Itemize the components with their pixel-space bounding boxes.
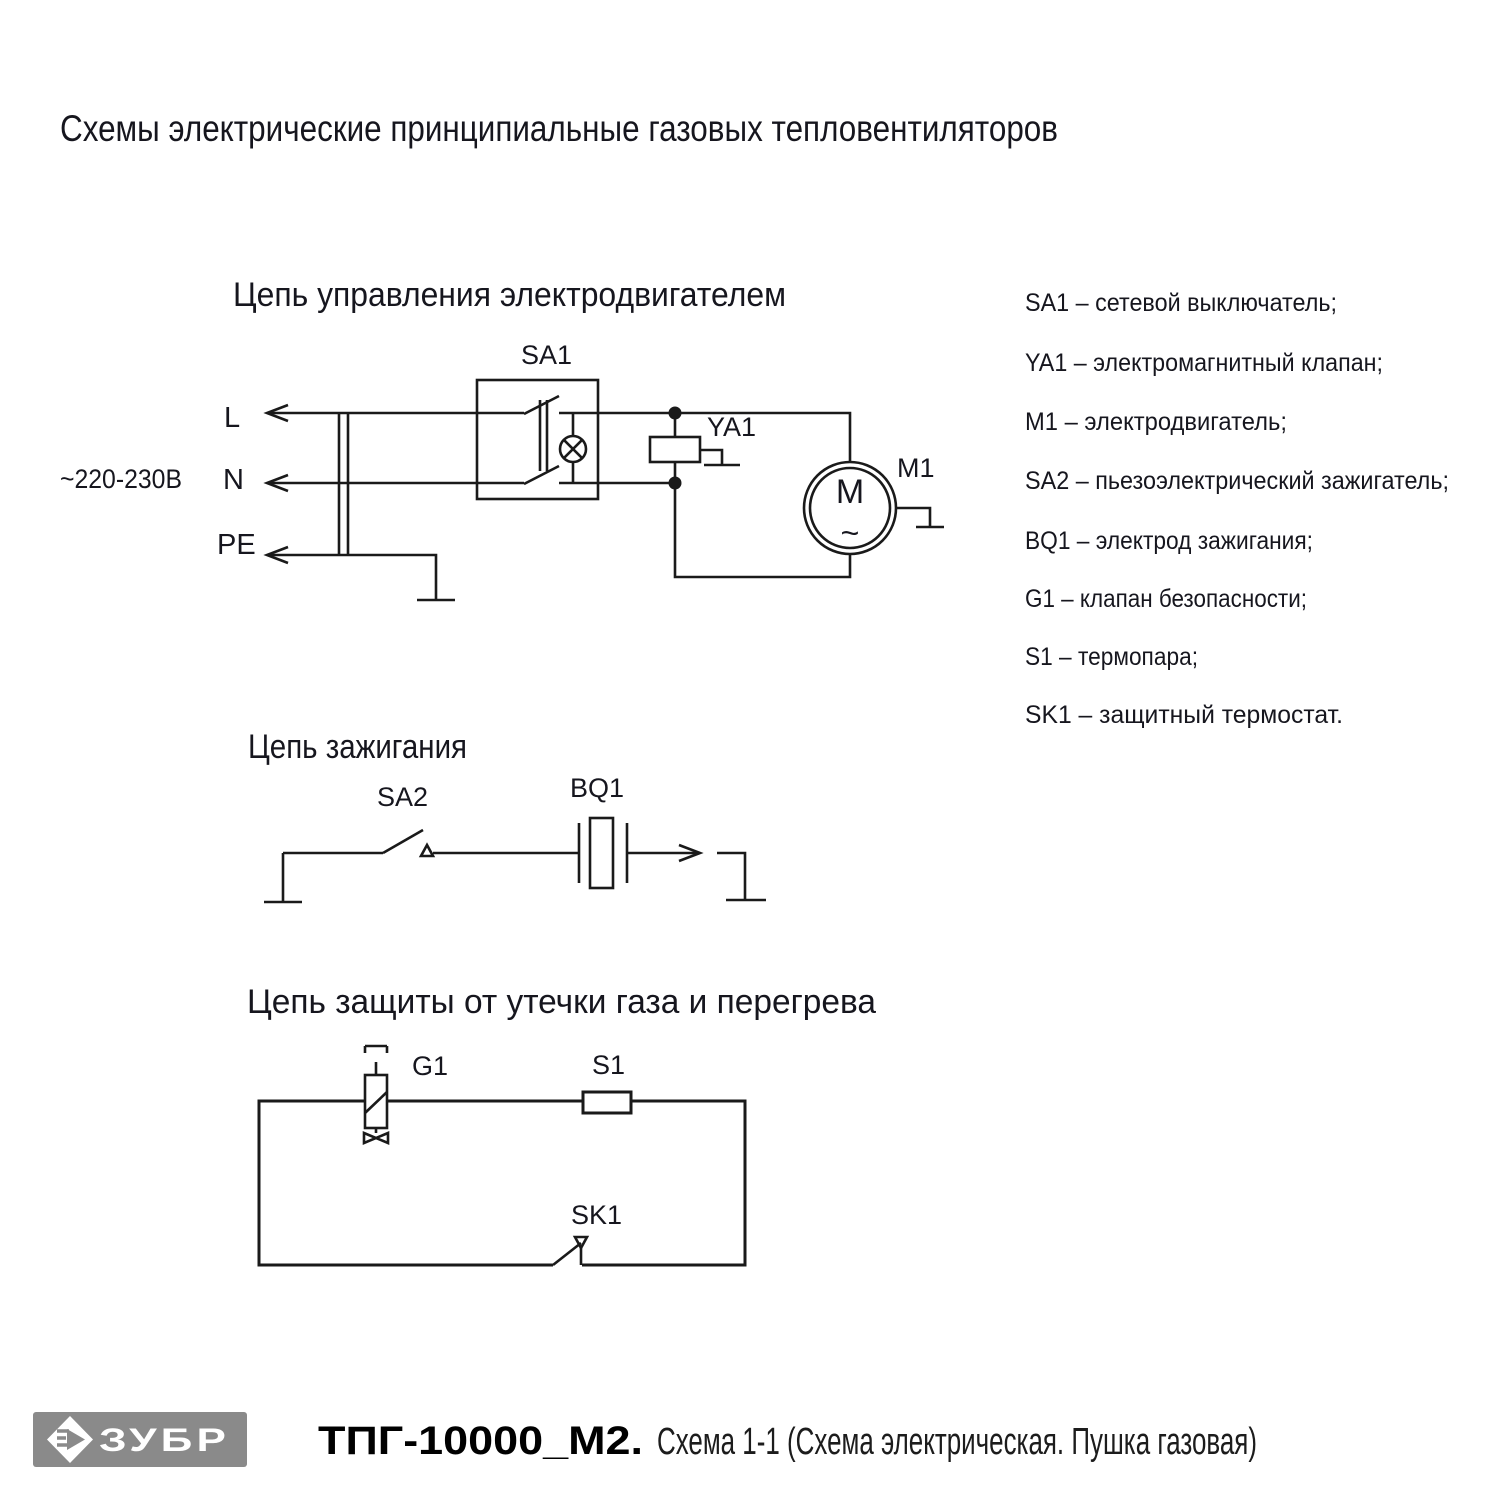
ignition-right-ground [717, 853, 766, 900]
legend-item-ya1: YA1 – электромагнитный клапан; [1025, 349, 1383, 377]
motor-ground [896, 508, 944, 527]
sa1-switch-pole-bottom [524, 466, 559, 484]
ignition-left-ground [264, 853, 302, 902]
line-label-l: L [224, 402, 241, 434]
s1-label: S1 [592, 1050, 626, 1080]
legend-item-sa1: SA1 – сетевой выключатель; [1025, 289, 1337, 317]
footer-model: ТПГ-10000_М2. [318, 1419, 643, 1463]
brand-name: ЗУБР [99, 1422, 230, 1458]
legend-item-s1: S1 – термопара; [1025, 643, 1198, 671]
indicator-lamp-cross [564, 440, 582, 458]
legend-item-bq1: BQ1 – электрод зажигания; [1025, 527, 1313, 555]
ya1-coil [650, 437, 700, 462]
supply-voltage-label: ~220-230В [60, 464, 182, 494]
bq1-label: BQ1 [570, 773, 625, 803]
protection-circuit [247, 983, 876, 1265]
sa1-label: SA1 [521, 340, 573, 370]
main-title: Схемы электрические принципиальные газовых тепловентиляторов [60, 108, 1058, 149]
footer [33, 1412, 1257, 1467]
sa1-coupling-link [540, 400, 547, 471]
m1-label: M1 [897, 453, 935, 483]
sa1-switch-pole-top [524, 396, 559, 414]
line-label-n: N [223, 464, 244, 496]
ya1-label: YA1 [707, 412, 757, 442]
g1-bowtie-valve-icon [364, 1133, 388, 1143]
section-title-ignition: Цепь зажигания [248, 728, 467, 766]
legend-item-sa2: SA2 – пьезоэлектрический зажигатель; [1025, 467, 1449, 495]
line-label-pe: PE [217, 529, 256, 561]
legend-item-g1: G1 – клапан безопасности; [1025, 585, 1307, 613]
section-title-protection: Цепь защиты от утечки газа и перегрева [247, 983, 877, 1021]
footer-line [318, 1419, 1257, 1463]
wire-pe [267, 555, 436, 599]
protection-loop-wire [259, 1101, 745, 1265]
wire-l-right [559, 413, 850, 462]
sk1-label: SK1 [571, 1200, 623, 1230]
motor-letter: M [835, 473, 865, 511]
g1-label: G1 [412, 1051, 449, 1081]
ya1-ground [700, 450, 740, 465]
section-title-motor-control: Цепь управления электродвигателем [233, 276, 786, 314]
g1-top-symbol [365, 1046, 387, 1075]
sa2-return-triangle [421, 845, 433, 856]
s1-thermocouple-body [583, 1092, 631, 1113]
legend [1025, 289, 1449, 729]
bq1-piezo-body [590, 818, 613, 888]
legend-item-m1: M1 – электродвигатель; [1025, 408, 1287, 436]
sa2-switch-blade [383, 830, 423, 853]
footer-caption: Схема 1-1 (Схема электрическая. Пушка газовая) [657, 1421, 1257, 1463]
motor-control-circuit [60, 276, 944, 600]
legend-item-sk1: SK1 – защитный термостат. [1025, 701, 1343, 729]
ignition-circuit [248, 728, 766, 902]
sa2-label: SA2 [377, 782, 429, 812]
sk1-switch-blade [553, 1243, 581, 1265]
motor-ac-symbol: ~ [840, 515, 860, 551]
